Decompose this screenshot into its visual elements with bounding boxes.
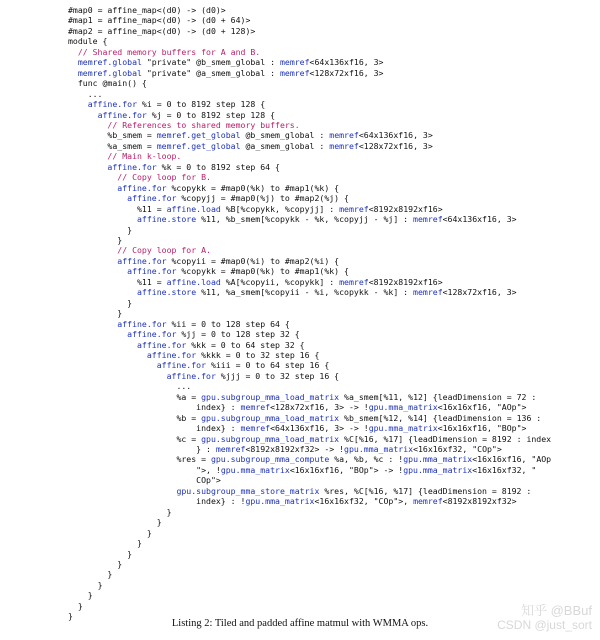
code-text: <128x72xf16, 3> -> ! [270,402,369,413]
code-text: ... [87,88,103,99]
code-keyword: affine.for [137,339,187,350]
code-line [68,57,598,67]
code-text: func @main() { [77,78,147,89]
code-line [68,549,598,559]
code-text: "private" @b_smem_global : [141,57,280,68]
code-keyword: affine.store [137,287,197,298]
code-text: <64x136xf16, 3> [309,57,384,68]
code-text: %i = 0 to 8192 step 128 { [137,99,266,110]
code-text: <8192x8192xf32> -> ! [245,444,345,455]
code-text: } [146,527,152,538]
code-keyword: memref [279,57,310,68]
code-line [68,214,598,224]
code-text: <128x72xf16, 3> [442,287,517,298]
code-line [68,465,598,475]
code-text: %ii = 0 to 128 step 64 { [166,318,290,329]
code-keyword: memref [329,140,359,151]
code-text: %kk = 0 to 64 step 32 { [186,339,305,350]
code-keyword: memref [329,130,359,141]
code-text: %11 = [137,276,167,287]
code-text: %copyii = #map0(%i) to #map2(%i) { [166,255,340,266]
code-line [68,68,598,78]
code-keyword: affine.for [127,266,177,277]
code-line [68,590,598,600]
code-keyword: memref.global [77,67,142,78]
code-text: index} : [196,423,241,434]
code-line [68,78,598,88]
code-keyword: gpu.subgroup_mma_load_matrix [201,412,340,423]
code-keyword: gpu.mma_matrix [368,423,438,434]
code-keyword: memref [215,444,246,455]
code-text: <16x16xf16, "BOp"> [437,423,527,434]
code-line [68,99,598,109]
code-text: } [68,611,73,622]
code-text: #map2 = affine_map<(d0) -> (d0 + 128)> [68,25,256,36]
code-text: <128x72xf16, 3> [309,67,384,78]
code-keyword: affine.load [166,276,221,287]
watermark [497,604,592,632]
code-line [68,392,598,402]
code-text: %res, %C[%16, %17] {leadDimension = 8192 : [319,485,532,496]
code-line [68,266,598,276]
code-keyword: memref [240,423,271,434]
code-keyword: memref [339,203,369,214]
code-text: %a_smem[%11, %12] {leadDimension = 72 : [339,391,537,402]
code-line [68,47,598,57]
code-text: %a = [176,391,202,402]
code-line [68,413,598,423]
code-line [68,381,598,391]
code-line [68,517,598,527]
code-keyword: gpu.subgroup_mma_store_matrix [176,485,320,496]
code-text: ... [176,381,192,392]
code-line [68,110,598,120]
code-text: %B[%copykk, %copyjj] : [220,203,340,214]
code-line [68,580,598,590]
code-line [68,340,598,350]
code-text: } [156,517,162,528]
code-line [68,141,598,151]
code-text: } [127,297,133,308]
code-comment: // References to shared memory buffers. [107,119,300,130]
code-text: %b_smem = [107,130,157,141]
code-keyword: gpu.mma_matrix [245,496,315,507]
code-line [68,475,598,485]
code-text: } [117,234,123,245]
code-text: } [87,590,93,601]
code-text: index} : ! [196,496,246,507]
code-text: <16x16xf16, "BOp"> -> ! [289,464,404,475]
code-keyword: memref [413,214,443,225]
watermark-line-1: 知乎 @BBuf [521,603,592,618]
code-line [68,287,598,297]
code-keyword: affine.load [166,203,221,214]
code-line [68,329,598,339]
code-text: %j = 0 to 8192 step 128 { [146,109,276,120]
code-keyword: gpu.mma_matrix [220,464,290,475]
code-text: %k = 0 to 8192 step 64 { [156,161,280,172]
code-text: @b_smem_global : [240,130,330,141]
code-comment: // Copy loop for B. [117,172,211,183]
code-text: ">, ! [196,464,221,475]
code-text: } [77,600,83,611]
code-text: %C[%16, %17] {leadDimension = 8192 : index [339,433,552,444]
code-keyword: affine.store [137,214,197,225]
code-text: %a_smem = [107,140,157,151]
code-line [68,162,598,172]
code-listing [68,5,598,622]
code-keyword: affine.for [97,109,147,120]
code-text: %c = [176,433,202,444]
code-text: %kkk = 0 to 32 step 16 { [196,349,320,360]
code-line [68,569,598,579]
code-line [68,130,598,140]
code-text: <16x16xf32, " [472,464,537,475]
code-text: "private" @a_smem_global : [141,67,280,78]
code-text: <16x16xf32, "COp">, [314,496,414,507]
code-text: <128x72xf16, 3> [358,140,433,151]
code-line [68,120,598,130]
code-line [68,559,598,569]
code-line [68,26,598,36]
code-keyword: memref.get_global [156,140,241,151]
code-keyword: gpu.subgroup_mma_load_matrix [201,433,340,444]
code-text: %iii = 0 to 64 step 16 { [206,360,330,371]
code-text: } [117,559,123,570]
code-text: <16x16xf32, "COp"> [413,444,502,455]
code-text: %a, %b, %c : ! [329,454,404,465]
code-keyword: affine.for [117,182,167,193]
code-text: <8192x8192xf16> [368,276,443,287]
code-text: index} : [196,402,241,413]
code-keyword: affine.for [117,255,167,266]
code-keyword: memref.get_global [156,130,241,141]
code-line [68,350,598,360]
code-keyword: affine.for [127,193,177,204]
code-keyword: memref [240,402,271,413]
code-keyword: affine.for [87,99,137,110]
code-keyword: gpu.mma_matrix [368,402,438,413]
code-text: <8192x8192xf16> [368,203,443,214]
code-text: #map0 = affine_map<(d0) -> (d0)> [68,5,226,15]
code-text: } [166,506,172,517]
code-line [68,5,598,15]
code-line [68,402,598,412]
code-text: %jj = 0 to 128 step 32 { [176,329,300,340]
code-text: %A[%copyii, %copykk] : [220,276,340,287]
code-keyword: gpu.subgroup_mma_compute [210,454,330,465]
code-keyword: gpu.subgroup_mma_load_matrix [201,391,340,402]
code-line [68,528,598,538]
code-line [68,298,598,308]
code-text: <64x136xf16, 3> [358,130,433,141]
code-comment: // Shared memory buffers for A and B. [77,46,261,57]
code-line [68,277,598,287]
code-line [68,308,598,318]
code-keyword: affine.for [117,318,167,329]
code-text: <64x136xf16, 3> -> ! [270,423,369,434]
code-text: } [127,224,133,235]
code-keyword: affine.for [156,360,207,371]
code-line [68,235,598,245]
code-text: %b = [176,412,202,423]
code-text: %res = [176,454,211,465]
code-text: %copyjj = #map0(%j) to #map2(%j) { [176,193,349,204]
code-line [68,89,598,99]
code-line [68,151,598,161]
code-line [68,193,598,203]
code-text: <8192x8192xf32> [442,496,517,507]
code-keyword: memref [279,67,310,78]
code-line [68,225,598,235]
code-line [68,245,598,255]
code-keyword: memref.global [77,57,142,68]
code-text: %b_smem[%12, %14] {leadDimension = 136 : [339,412,542,423]
code-text: #map1 = affine_map<(d0) -> (d0 + 64)> [68,15,251,26]
code-keyword: gpu.mma_matrix [344,444,414,455]
code-text: } [97,579,103,590]
code-keyword: memref [413,287,443,298]
code-text: } [117,308,123,319]
code-keyword: affine.for [166,370,216,381]
code-text: } : [196,444,216,455]
code-line [68,538,598,548]
code-line [68,172,598,182]
code-keyword: gpu.mma_matrix [403,464,473,475]
code-text: %11, %a_smem[%copyii - %i, %copykk - %k] : [196,287,414,298]
listing-caption: Listing 2: Tiled and padded affine matmul with WMMA ops. [171,618,429,629]
code-text: } [107,569,113,580]
code-text: @a_smem_global : [240,140,330,151]
code-text: } [137,538,142,549]
code-keyword: memref [413,496,443,507]
code-keyword: affine.for [107,161,157,172]
code-text: %11 = [137,203,167,214]
code-keyword: affine.for [127,329,177,340]
code-text: <16x16xf16, "AOp"> [437,402,527,413]
code-line [68,183,598,193]
code-text: %copykk = #map0(%k) to #map1(%k) { [166,182,340,193]
code-line [68,204,598,214]
code-line [68,507,598,517]
code-line [68,319,598,329]
code-keyword: memref [339,276,369,287]
code-line [68,454,598,464]
code-keyword: gpu.mma_matrix [403,454,473,465]
code-line [68,371,598,381]
code-comment: // Main k-loop. [107,151,182,162]
code-text: %11, %b_smem[%copykk - %k, %copyjj - %j] : [196,214,414,225]
code-text: module { [68,36,108,47]
code-text: <64x136xf16, 3> [442,214,517,225]
watermark-line-2: CSDN @just_sort [497,618,592,632]
code-line [68,36,598,46]
code-line [68,444,598,454]
code-line [68,434,598,444]
code-line [68,15,598,25]
code-line [68,423,598,433]
code-text: %copykk = #map0(%k) to #map1(%k) { [176,266,349,277]
code-text: %jjj = 0 to 32 step 16 { [215,370,340,381]
code-line [68,256,598,266]
code-text: COp"> [196,475,221,486]
code-comment: // Copy loop for A. [117,245,211,256]
code-line [68,360,598,370]
code-text: } [127,548,133,559]
code-line [68,496,598,506]
code-keyword: affine.for [146,349,197,360]
code-text: <16x16xf16, "AOp [472,454,552,465]
code-line [68,486,598,496]
